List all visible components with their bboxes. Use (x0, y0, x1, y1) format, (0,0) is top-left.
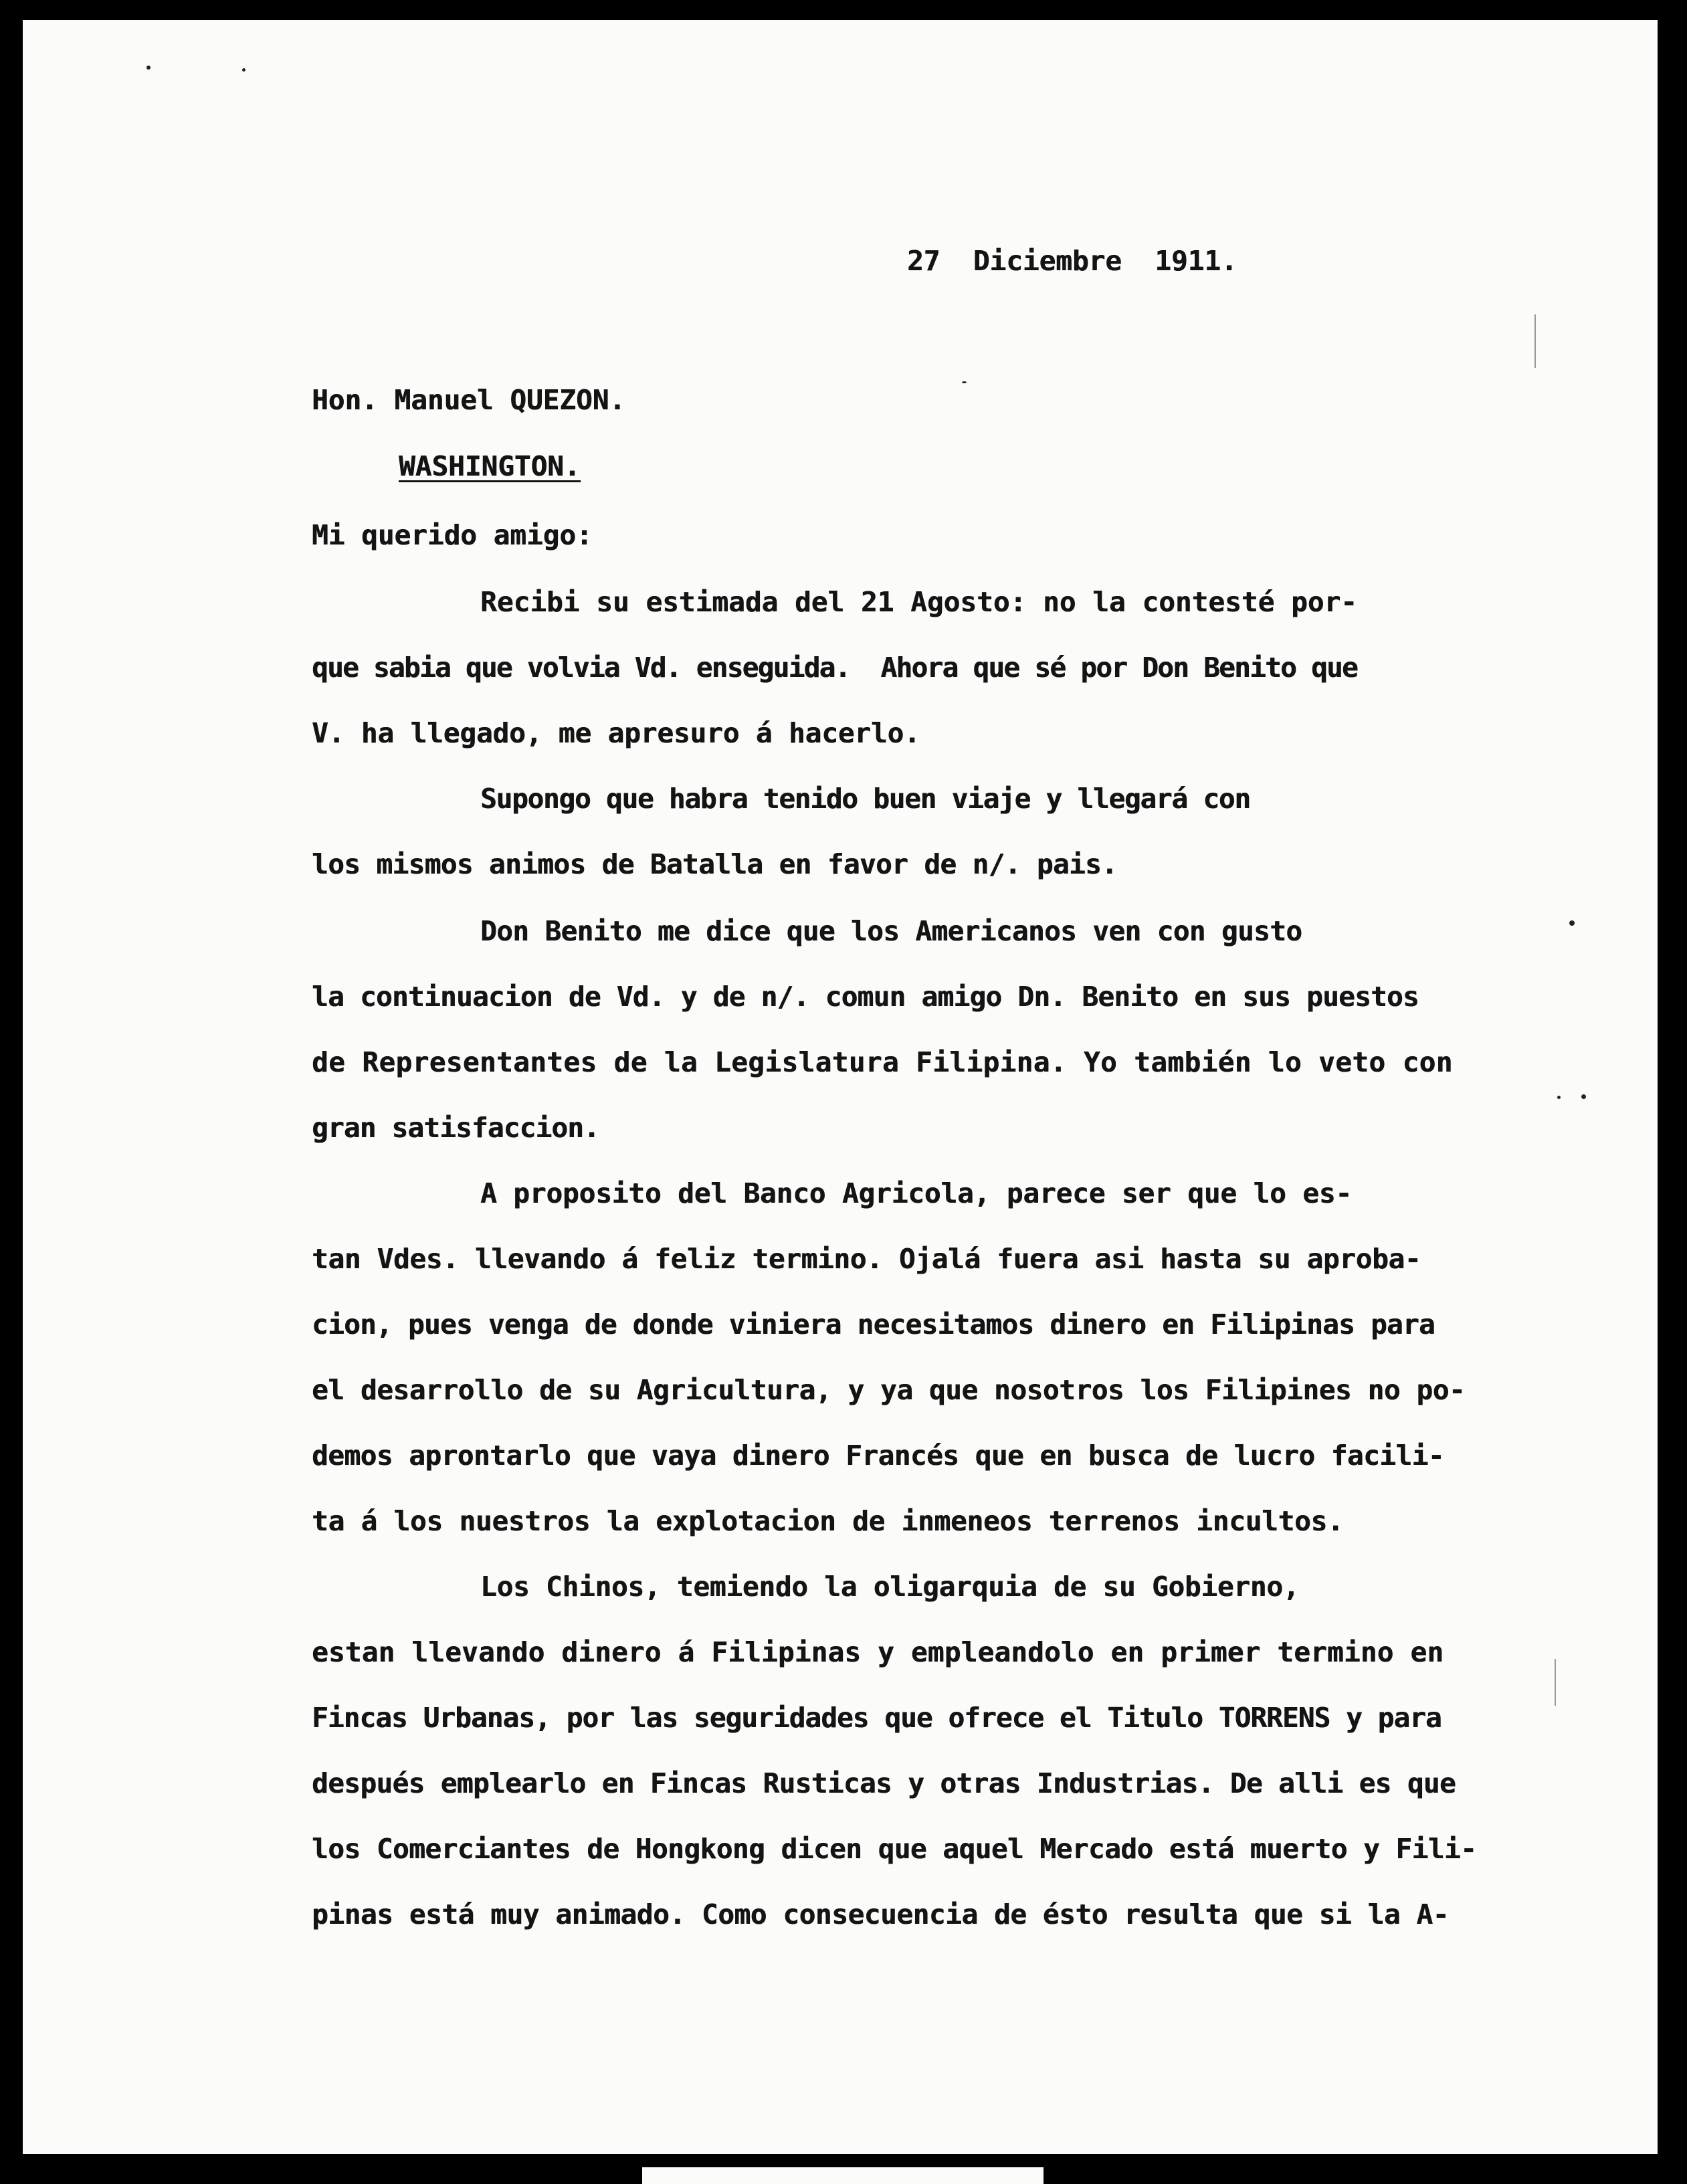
scan-speck (1569, 920, 1575, 926)
body-line: Don Benito me dice que los Americanos ven con gusto (480, 915, 1302, 947)
body-line: ta á los nuestros la explotacion de inmeneos terrenos incultos. (312, 1505, 1344, 1537)
scan-speck (962, 381, 967, 383)
body-line: Los Chinos, temiendo la oligarquia de su Gobierno, (480, 1571, 1300, 1603)
body-line: después emplearlo en Fincas Rusticas y otras Industrias. De alli es que (312, 1767, 1456, 1799)
body-line: el desarrollo de su Agricultura, y ya que nosotros los Filipines no po- (312, 1374, 1466, 1406)
body-line: cion, pues venga de donde viniera necesitamos dinero en Filipinas para (312, 1308, 1435, 1341)
scan-speck (242, 68, 245, 72)
body-line: A proposito del Banco Agricola, parece ser que lo es- (480, 1177, 1352, 1209)
body-line: demos aprontarlo que vaya dinero Francés que en busca de lucro facili- (312, 1440, 1444, 1472)
scan-speck (1557, 1096, 1561, 1099)
body-line: gran satisfaccion. (312, 1112, 599, 1144)
body-line: los mismos animos de Batalla en favor de n/. pais. (312, 848, 1118, 880)
body-line: Supongo que habra tenido buen viaje y llegará con (480, 783, 1250, 815)
recipient-city: WASHINGTON. (399, 450, 581, 482)
recipient-name: Hon. Manuel QUEZON. (312, 384, 625, 416)
scan-mark (1534, 314, 1536, 368)
body-line: estan llevando dinero á Filipinas y empleandolo en primer termino en (312, 1636, 1444, 1668)
body-line: tan Vdes. llevando á feliz termino. Ojalá fuera asi hasta su aproba- (312, 1243, 1421, 1275)
body-line: Fincas Urbanas, por las seguridades que ofrece el Titulo TORRENS y para (312, 1702, 1442, 1734)
body-line: V. ha llegado, me apresuro á hacerlo. (312, 717, 920, 749)
scan-speck (146, 66, 151, 70)
body-line: de Representantes de la Legislatura Filipina. Yo también lo veto con (312, 1046, 1453, 1078)
body-line: pinas está muy animado. Como consecuencia de ésto resulta que si la A- (312, 1898, 1449, 1930)
scan-mark (1555, 1659, 1556, 1706)
body-line: la continuacion de Vd. y de n/. comun amigo Dn. Benito en sus puestos (312, 981, 1419, 1013)
salutation: Mi querido amigo: (312, 519, 593, 551)
letter-page (23, 20, 1658, 2154)
scan-speck (1581, 1094, 1586, 1099)
scan-edge (642, 2167, 1044, 2184)
body-line: que sabia que volvia Vd. enseguida. Ahora que sé por Don Benito que (312, 652, 1357, 684)
body-line: Recibi su estimada del 21 Agosto: no la contesté por- (480, 586, 1357, 618)
body-line: los Comerciantes de Hongkong dicen que aquel Mercado está muerto y Fili- (312, 1833, 1477, 1865)
letter-date: 27 Diciembre 1911. (907, 245, 1237, 277)
